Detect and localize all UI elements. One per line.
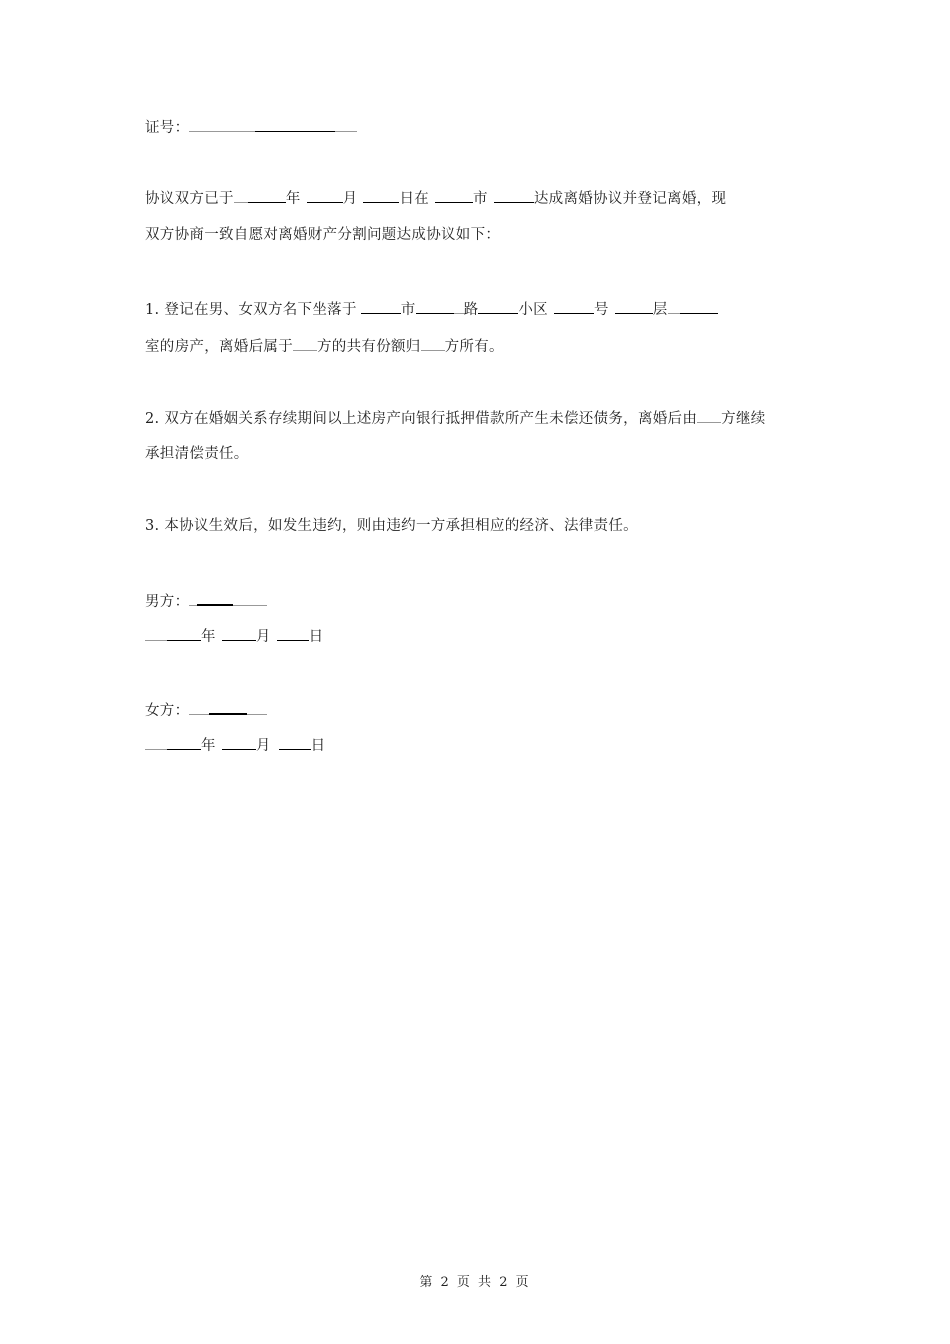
party-blank [421,336,445,351]
party-blank [293,336,317,351]
number-label: 号 [593,302,609,318]
month-blank [307,188,343,203]
clause-1-text: 室的房产，离婚后属于 [145,339,293,355]
female-signature-line [145,699,267,721]
floor-label: 层 [652,302,668,318]
clause-1-line-2 [145,336,504,357]
room-blank [680,299,718,314]
month-blank [222,735,256,750]
blank [454,299,464,314]
road-blank [416,299,454,314]
clause-1-line-1 [145,299,718,320]
community-blank [478,299,518,314]
intro-text: 协议双方已于 [145,191,234,207]
clause-2-text: 方继续 [721,411,766,427]
day-at-label: 日在 [399,191,430,207]
male-date-line [145,626,323,647]
intro-line-2: 双方协商一致自愿对离婚财产分割问题达成协议如下： [145,227,501,243]
clause-1-text: 1. 登记在男、女双方名下坐落于 [145,302,357,318]
blank [668,299,680,314]
blank [189,591,197,606]
month-label: 月 [342,191,358,207]
blank [247,700,267,715]
cert-number-blank [189,117,255,132]
city-blank [435,188,473,203]
blank [145,735,167,750]
intro-text-rest: 达成离婚协议并登记离婚，现 [533,191,727,207]
year-label: 年 [285,191,301,207]
party-blank [697,408,721,423]
month-label: 月 [255,738,271,754]
blank [233,591,267,606]
number-blank [554,299,594,314]
community-label: 小区 [518,302,548,318]
year-label: 年 [201,629,216,645]
page-footer: 第 2 页 共 2 页 [419,1275,531,1290]
year-blank [167,735,201,750]
day-blank [279,735,311,750]
male-signature-line [145,590,267,612]
city-blank [361,299,401,314]
clause-2-line-1 [145,408,766,429]
clause-1-text: 方所有。 [444,339,504,355]
male-label: 男方： [145,594,190,610]
clause-2-text: 2. 双方在婚姻关系存续期间以上述房产向银行抵押借款所产生未偿还债务，离婚后由 [145,411,698,427]
blank [234,188,248,203]
cert-number-blank [335,117,357,132]
cert-number-label: 证号： [145,120,190,136]
female-label: 女方： [145,703,190,719]
blank [189,700,209,715]
day-label: 日 [308,629,324,645]
female-signature-blank [209,699,247,715]
year-blank [167,626,201,641]
city-label: 市 [400,302,416,318]
year-label: 年 [201,738,216,754]
cert-number-line [145,117,357,138]
floor-blank [615,299,653,314]
year-blank [248,188,286,203]
day-blank [363,188,399,203]
day-blank [277,626,309,641]
month-label: 月 [255,629,271,645]
road-label: 路 [463,302,479,318]
clause-2-line-2: 承担清偿责任。 [145,446,249,462]
cert-number-blank [255,117,335,132]
blank [145,626,167,641]
day-label: 日 [310,738,326,754]
month-blank [222,626,256,641]
intro-line-1 [145,188,726,209]
clause-1-text: 方的共有份额归 [317,339,421,355]
place-blank [494,188,534,203]
city-label: 市 [473,191,488,207]
female-date-line [145,735,325,756]
male-signature-blank [197,590,233,606]
clause-3: 3. 本协议生效后，如发生违约，则由违约一方承担相应的经济、法律责任。 [145,518,638,534]
